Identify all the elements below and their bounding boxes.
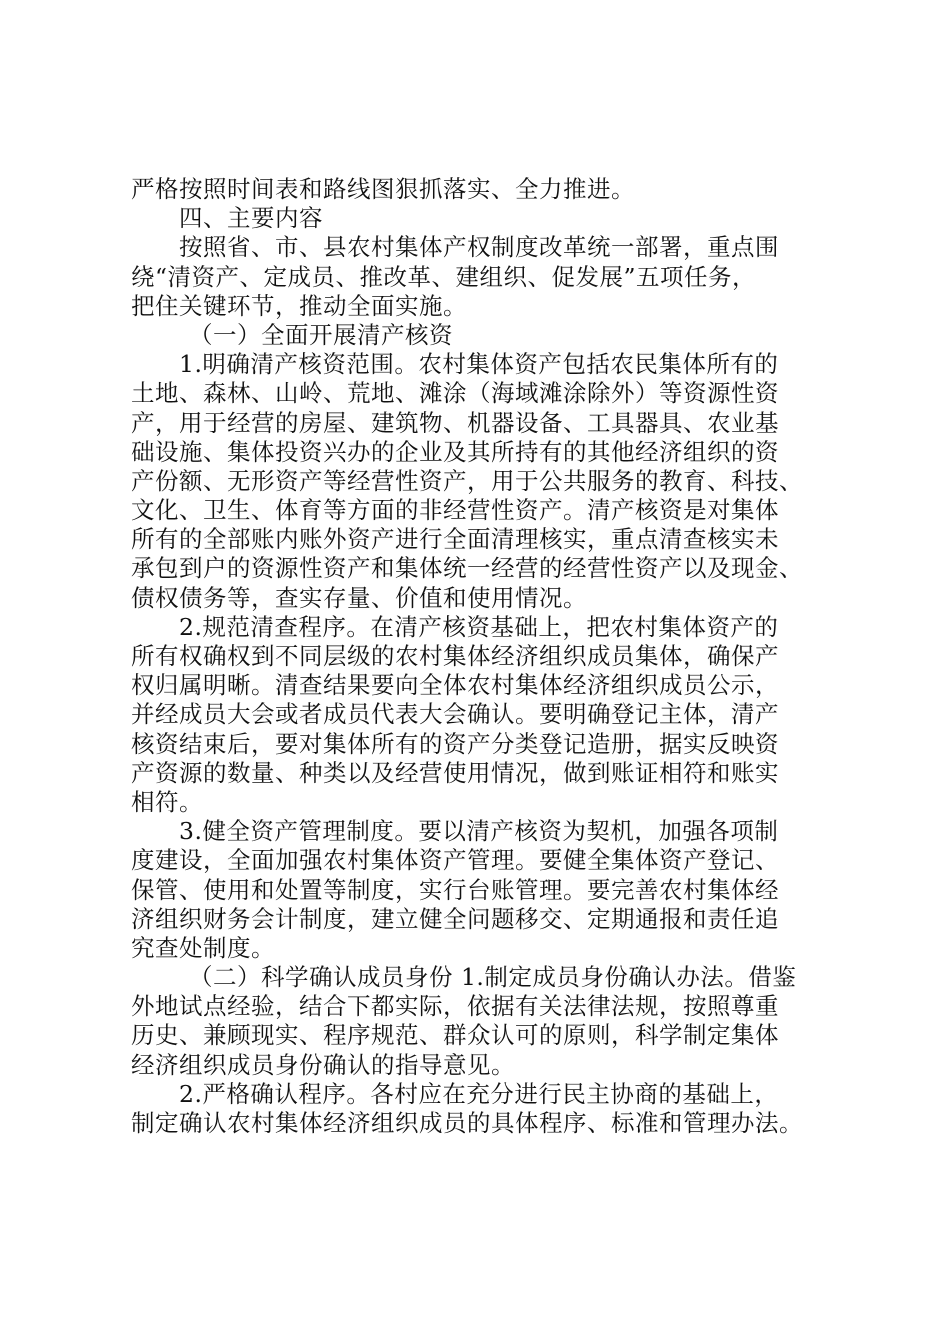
section-heading: 四、主要内容 <box>179 204 323 233</box>
paragraph-line: 产资源的数量、种类以及经营使用情况，做到账证相符和账实 <box>131 758 779 787</box>
paragraph-line: 所有权确权到不同层级的农村集体经济组织成员集体，确保产 <box>131 642 779 670</box>
paragraph-line: 相符。 <box>131 787 203 816</box>
paragraph-line: 按照省、市、县农村集体产权制度改革统一部署，重点围 <box>179 233 779 262</box>
document-body <box>131 175 851 1138</box>
paragraph-line: 并经成员大会或者成员代表大会确认。要明确登记主体，清产 <box>131 700 779 729</box>
paragraph-line: 把住关键环节，推动全面实施。 <box>131 291 467 320</box>
paragraph-line: 权归属明晰。清查结果要向全体农村集体经济组织成员公示， <box>131 671 779 700</box>
paragraph-line: 2.规范清查程序。在清产核资基础上，把农村集体资产的 <box>179 612 779 641</box>
paragraph-line: 度建设，全面加强农村集体资产管理。要健全集体资产登记、 <box>131 846 779 875</box>
paragraph-line: 1.明确清产核资范围。农村集体资产包括农民集体所有的 <box>179 350 779 379</box>
paragraph-line: 所有的全部账内账外资产进行全面清理核实，重点清查核实未 <box>131 525 779 554</box>
paragraph-line: 土地、森林、山岭、荒地、滩涂（海域滩涂除外）等资源性资 <box>131 379 779 408</box>
paragraph-line: 经济组织成员身份确认的指导意见。 <box>131 1050 515 1079</box>
text-line: 严格按照时间表和路线图狠抓落实、全力推进。 <box>131 175 635 203</box>
paragraph-line: 外地试点经验，结合下都实际，依据有关法律法规，按照尊重 <box>131 992 779 1021</box>
paragraph-line: 产，用于经营的房屋、建筑物、机器设备、工具器具、农业基 <box>131 408 779 437</box>
paragraph-line: 债权债务等，查实存量、价值和使用情况。 <box>131 583 587 612</box>
paragraph-line: 文化、卫生、体育等方面的非经营性资产。清产核资是对集体 <box>131 496 779 525</box>
paragraph-line: 制定确认农村集体经济组织成员的具体程序、标准和管理办法。 <box>131 1109 803 1137</box>
paragraph-line: 2.严格确认程序。各村应在充分进行民主协商的基础上， <box>179 1079 779 1108</box>
paragraph-line: 承包到户的资源性资产和集体统一经营的经营性资产以及现金、 <box>131 554 803 583</box>
paragraph-line: 核资结束后，要对集体所有的资产分类登记造册，据实反映资 <box>131 729 779 758</box>
subsection-heading: （一）全面开展清产核资 <box>189 320 453 349</box>
paragraph-line: 3.健全资产管理制度。要以清产核资为契机，加强各项制 <box>179 817 779 846</box>
paragraph-line: 产份额、无形资产等经营性资产，用于公共服务的教育、科技、 <box>131 466 803 495</box>
paragraph-line: 绕“清资产、定成员、推改革、建组织、促发展”五项任务， <box>131 262 757 291</box>
paragraph-line: 历史、兼顾现实、程序规范、群众认可的原则，科学制定集体 <box>131 1021 779 1050</box>
paragraph-line: 究查处制度。 <box>131 933 275 962</box>
paragraph-line: 保管、使用和处置等制度，实行台账管理。要完善农村集体经 <box>131 875 779 904</box>
subsection-heading: （二）科学确认成员身份 1.制定成员身份确认办法。借鉴 <box>189 963 797 992</box>
paragraph-line: 础设施、集体投资兴办的企业及其所持有的其他经济组织的资 <box>131 437 779 466</box>
paragraph-line: 济组织财务会计制度，建立健全问题移交、定期通报和责任追 <box>131 904 779 933</box>
